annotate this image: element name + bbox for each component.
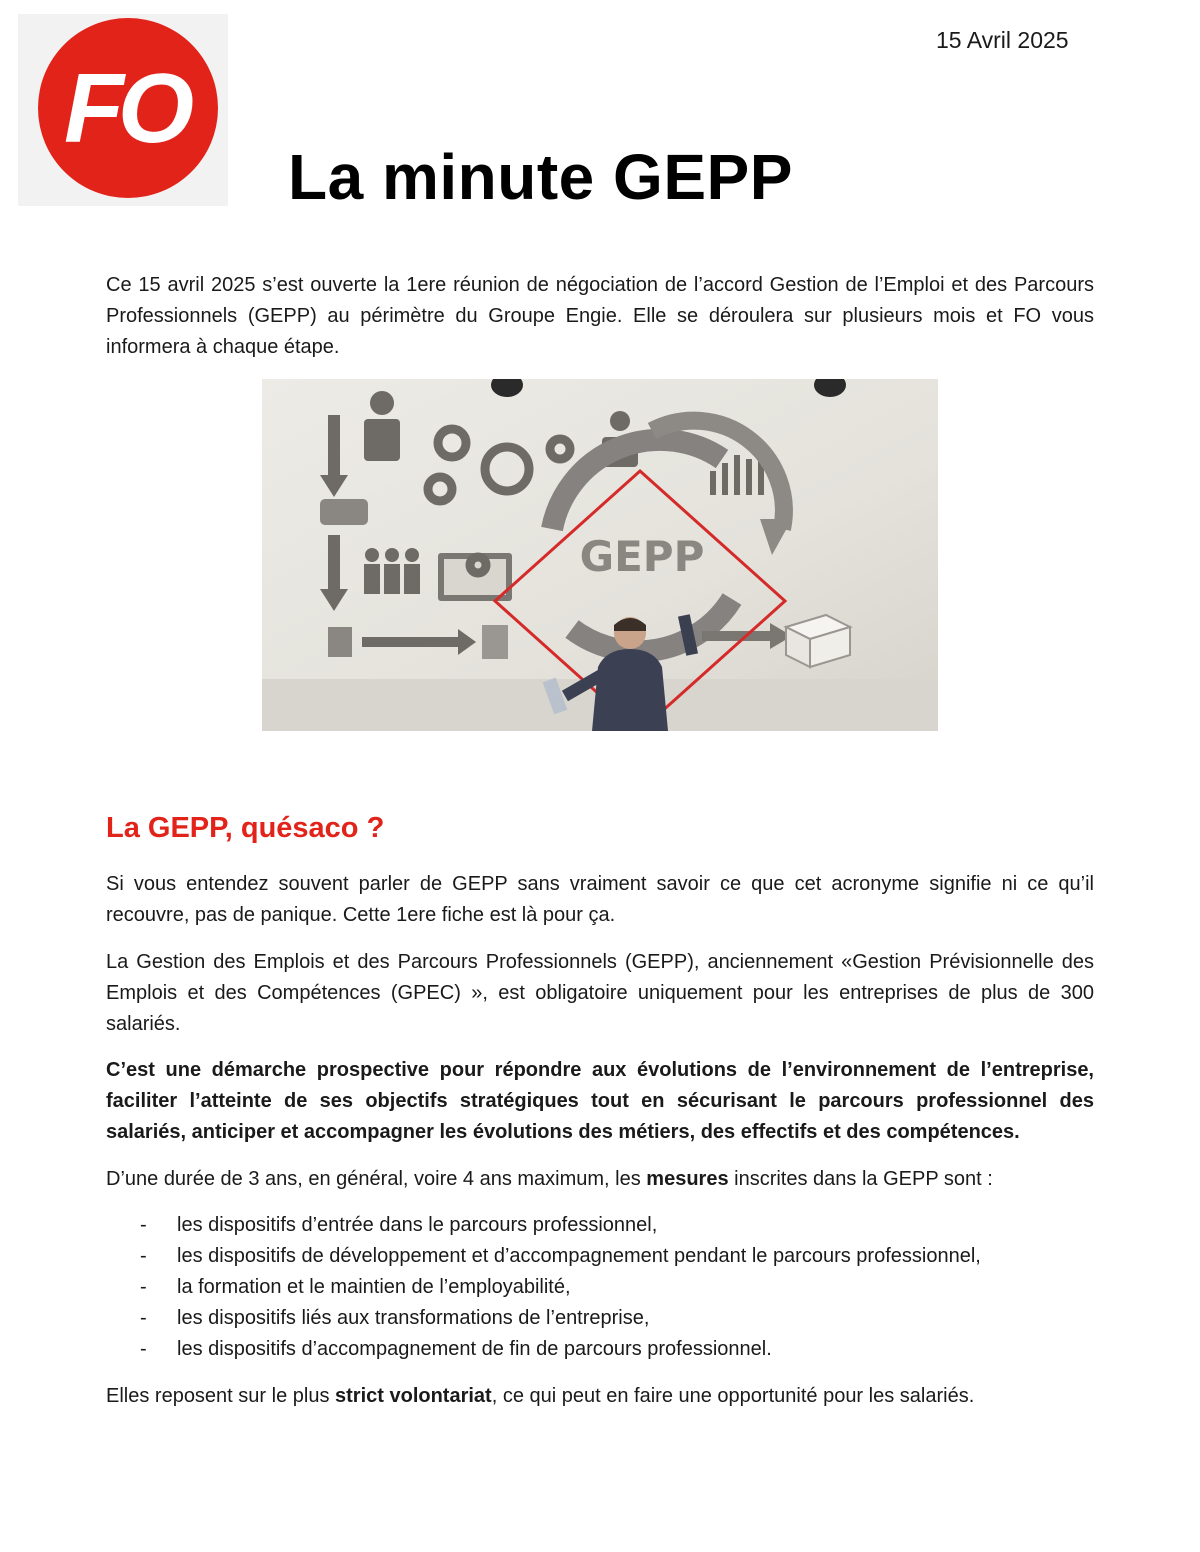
list-item	[140, 1272, 981, 1303]
volunteering-keyword: strict volontariat	[335, 1385, 492, 1407]
gepp-illustration	[262, 379, 938, 731]
svg-text:FO: FO	[63, 53, 189, 163]
list-item	[140, 1303, 981, 1334]
list-dash: -	[140, 1307, 147, 1329]
paragraph-gepp-definition: La Gestion des Emplois et des Parcours Professionnels (GEPP), anciennement «Gestion Prévisionnelle des Emplois et des Compétences (GPEC) », est obligatoire uniquement pour les entreprises de plus de 300 salariés.	[106, 951, 1094, 1035]
paragraph-gepp-purpose: C’est une démarche prospective pour répondre aux évolutions de l’environnement de l’entreprise, faciliter l’atteinte de ses objectifs stratégiques tout en sécurisant le parcours professionnel des salariés, anticiper et accompagner les évolutions des métiers, des effectifs et des compétences.	[106, 1059, 1094, 1143]
list-dash: -	[140, 1338, 147, 1360]
measures-intro-end: inscrites dans la GEPP sont :	[728, 1168, 993, 1190]
gepp-illustration-graphic	[262, 379, 938, 731]
list-item-text: les dispositifs d’entrée dans le parcours professionnel,	[177, 1214, 658, 1236]
paragraph-definition-intro: Si vous entendez souvent parler de GEPP sans vraiment savoir ce que cet acronyme signifie ni ce qu’il recouvre, pas de panique. Cette 1ere fiche est là pour ça.	[106, 873, 1094, 926]
list-dash: -	[140, 1245, 147, 1267]
list-item	[140, 1210, 981, 1241]
section-title: La GEPP, quésaco ?	[106, 812, 385, 844]
document-date: 15 Avril 2025	[936, 27, 1069, 53]
list-item-text: les dispositifs d’accompagnement de fin de parcours professionnel.	[177, 1338, 772, 1360]
measures-keyword: mesures	[646, 1168, 729, 1190]
list-item	[140, 1334, 981, 1365]
fo-logo	[18, 14, 228, 206]
list-item-text: les dispositifs de développement et d’accompagnement pendant le parcours professionnel,	[177, 1245, 981, 1267]
paragraph-measures-intro	[106, 1164, 1094, 1195]
volunteering-text: Elles reposent sur le plus	[106, 1385, 336, 1407]
fo-logo-graphic	[18, 14, 228, 206]
list-dash: -	[140, 1214, 147, 1236]
list-item	[140, 1241, 981, 1272]
list-item-text: les dispositifs liés aux transformations de l’entreprise,	[177, 1307, 650, 1329]
gepp-wall-label: GEPP	[579, 532, 705, 581]
measures-intro-text: D’une durée de 3 ans, en général, voire 4 ans maximum, les	[106, 1168, 647, 1190]
measures-list	[140, 1210, 981, 1365]
list-dash: -	[140, 1276, 147, 1298]
page-title: La minute GEPP	[288, 141, 793, 213]
paragraph-volunteering	[106, 1381, 1094, 1412]
list-item-text: la formation et le maintien de l’employabilité,	[177, 1276, 571, 1298]
volunteering-text-end: , ce qui peut en faire une opportunité pour les salariés.	[491, 1385, 975, 1407]
intro-paragraph: Ce 15 avril 2025 s’est ouverte la 1ere réunion de négociation de l’accord Gestion de l’Emploi et des Parcours Professionnels (GEPP) au périmètre du Groupe Engie. Elle se déroulera sur plusieurs mois et FO vous informera à chaque étape.	[106, 274, 1094, 358]
